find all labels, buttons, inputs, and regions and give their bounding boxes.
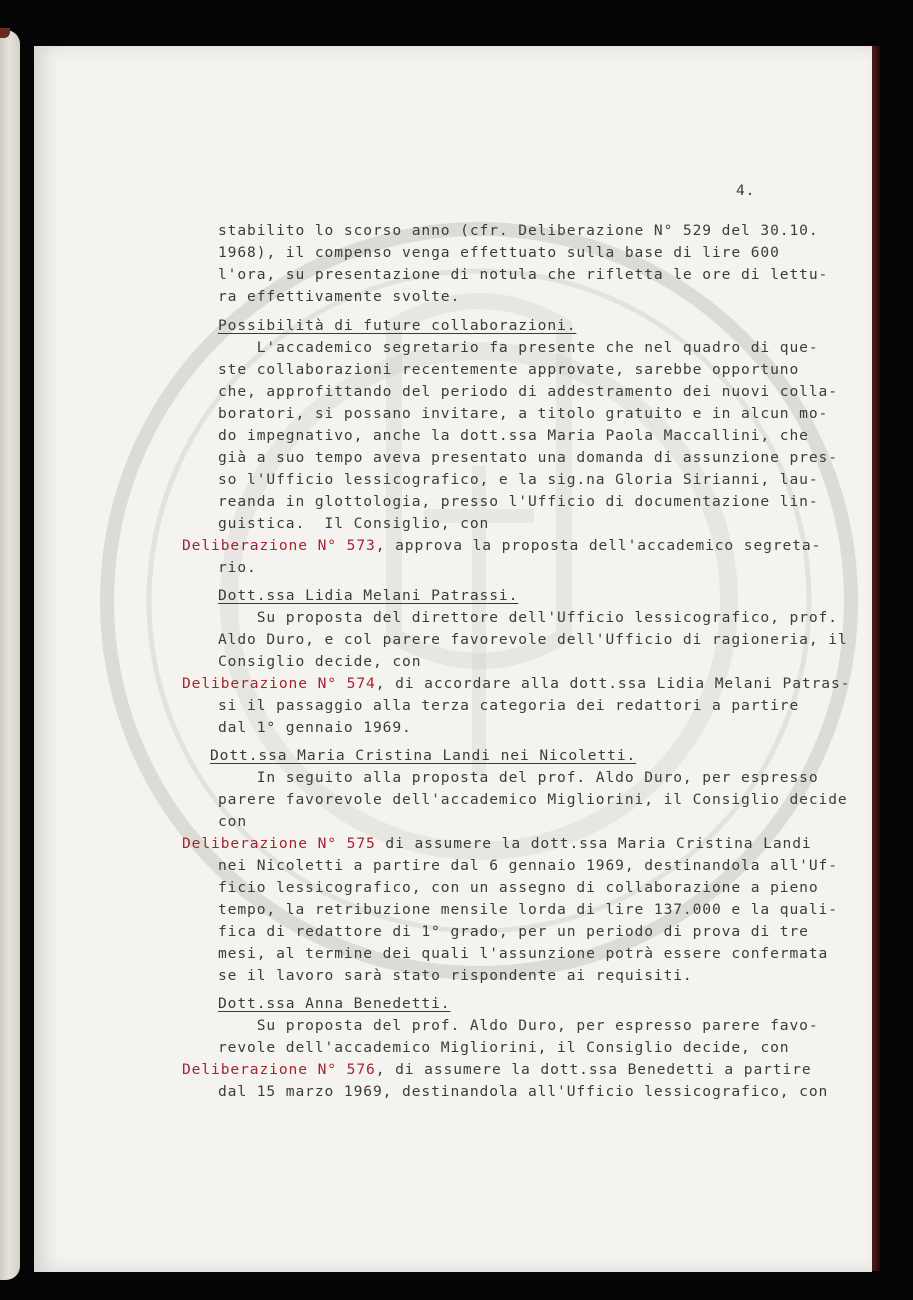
paragraph-line: fica di redattore di 1° grado, per un periodo di prova di tre: [218, 923, 809, 940]
deliberation-number: Deliberazione N° 573: [182, 537, 376, 554]
deliberation-text: , approva la proposta dell'accademico segreta-: [375, 537, 822, 554]
paragraph-line: se il lavoro sarà stato rispondente ai requisiti.: [218, 967, 693, 984]
paragraph-line: che, approfittando del periodo di addestramento dei nuovi colla-: [218, 383, 838, 400]
deliberation-line: [182, 536, 821, 556]
paragraph-line: tempo, la retribuzione mensile lorda di lire 137.000 e la quali-: [218, 901, 838, 918]
deliberation-number: Deliberazione N° 574: [182, 675, 376, 692]
paragraph-line: con: [218, 813, 248, 830]
paragraph-line: L'accademico segretario fa presente che nel quadro di que-: [218, 339, 819, 356]
deliberation-line: [182, 674, 850, 694]
deliberation-text: , di assumere la dott.ssa Benedetti a partire: [375, 1061, 812, 1078]
paragraph-line: l'ora, su presentazione di notula che rifletta le ore di lettu-: [218, 266, 829, 283]
paragraph-line: do impegnativo, anche la dott.ssa Maria Paola Maccallini, che: [218, 427, 809, 444]
paragraph-line: nei Nicoletti a partire dal 6 gennaio 1969, destinandola all'Uf-: [218, 857, 838, 874]
section-heading: Possibilità di future collaborazioni.: [218, 317, 577, 334]
paragraph-line: rio.: [218, 559, 257, 576]
paragraph-line: ste collaborazioni recentemente approvate, sarebbe opportuno: [218, 361, 800, 378]
deliberation-number: Deliberazione N° 575: [182, 835, 376, 852]
paragraph-line: so l'Ufficio lessicografico, e la sig.na Gloria Sirianni, lau-: [218, 471, 819, 488]
page-number: 4.: [736, 182, 756, 199]
deliberation-text: di assumere la dott.ssa Maria Cristina Landi: [375, 835, 812, 852]
section-heading: Dott.ssa Maria Cristina Landi nei Nicoletti.: [210, 747, 637, 764]
paragraph-line: mesi, al termine dei quali l'assunzione potrà essere confermata: [218, 945, 829, 962]
deliberation-number: Deliberazione N° 576: [182, 1061, 376, 1078]
paragraph-line: Su proposta del prof. Aldo Duro, per espresso parere favo-: [218, 1017, 819, 1034]
paragraph-line: stabilito lo scorso anno (cfr. Deliberazione N° 529 del 30.10.: [218, 222, 819, 239]
paragraph-line: ra effettivamente svolte.: [218, 288, 461, 305]
paragraph-line: ficio lessicografico, con un assegno di collaborazione a pieno: [218, 879, 819, 896]
paragraph-line: già a suo tempo aveva presentato una domanda di assunzione pres-: [218, 449, 838, 466]
paragraph-line: In seguito alla proposta del prof. Aldo Duro, per espresso: [218, 769, 819, 786]
paragraph-line: Consiglio decide, con: [218, 653, 422, 670]
paragraph-line: boratori, si possano invitare, a titolo gratuito e in alcun mo-: [218, 405, 829, 422]
section-heading: Dott.ssa Lidia Melani Patrassi.: [218, 587, 519, 604]
deliberation-line: [182, 834, 812, 854]
paragraph-line: Su proposta del direttore dell'Ufficio lessicografico, prof.: [218, 609, 838, 626]
paragraph-line: reanda in glottologia, presso l'Ufficio di documentazione lin-: [218, 493, 819, 510]
facing-page-edge: [0, 30, 20, 1280]
paragraph-line: revole dell'accademico Migliorini, il Consiglio decide, con: [218, 1039, 790, 1056]
section-heading: Dott.ssa Anna Benedetti.: [218, 995, 451, 1012]
deliberation-text: , di accordare alla dott.ssa Lidia Melani Patras-: [375, 675, 851, 692]
paragraph-line: si il passaggio alla terza categoria dei redattori a partire: [218, 697, 800, 714]
paragraph-line: guistica. Il Consiglio, con: [218, 515, 490, 532]
paragraph-line: dal 1° gennaio 1969.: [218, 719, 412, 736]
paragraph-line: dal 15 marzo 1969, destinandola all'Ufficio lessicografico, con: [218, 1083, 829, 1100]
paragraph-line: Aldo Duro, e col parere favorevole dell'Ufficio di ragioneria, il: [218, 631, 848, 648]
deliberation-line: [182, 1060, 812, 1080]
paragraph-line: 1968), il compenso venga effettuato sulla base di lire 600: [218, 244, 780, 261]
paragraph-line: parere favorevole dell'accademico Migliorini, il Consiglio decide: [218, 791, 848, 808]
